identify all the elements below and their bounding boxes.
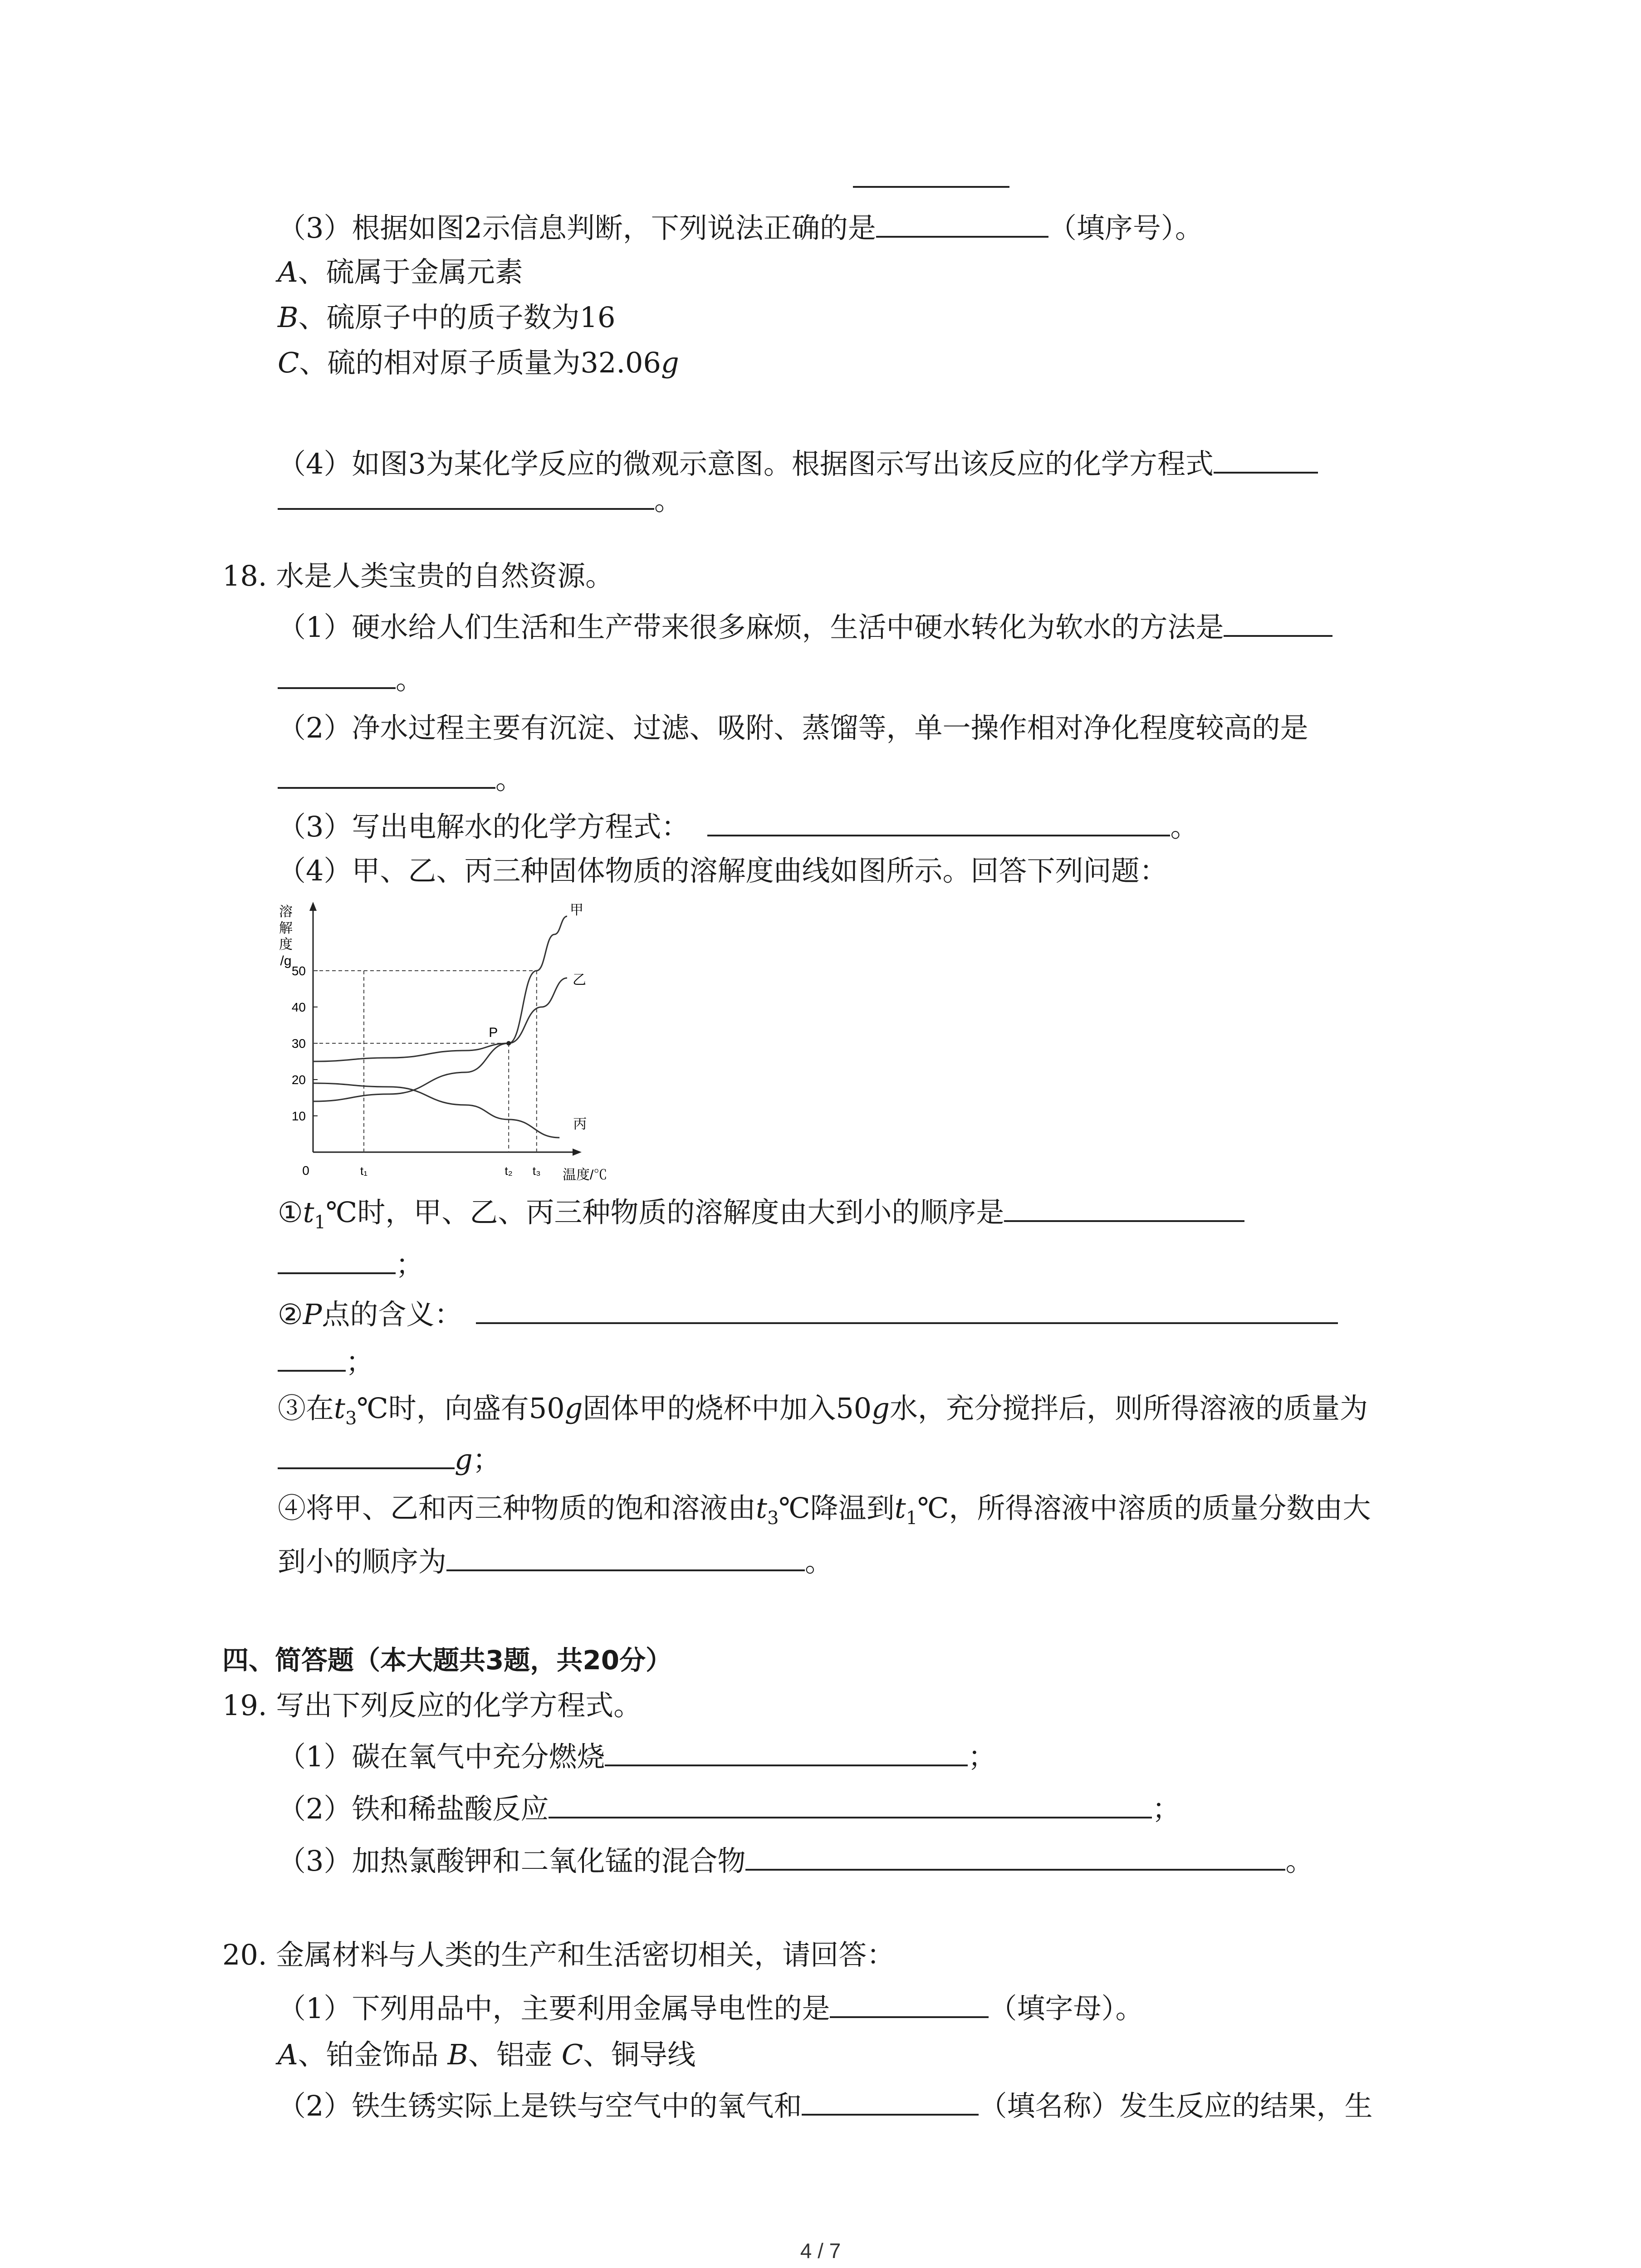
- point-p-label: P: [489, 1025, 498, 1040]
- answer-blank[interactable]: [278, 1440, 455, 1469]
- q18-stem: 18. 水是人类宝贵的自然资源。: [222, 559, 614, 592]
- x-axis-arrow: [573, 1149, 582, 1156]
- q20-options: A、铂金饰品 B、铝壶 C、铜导线: [278, 2038, 696, 2071]
- answer-blank[interactable]: [853, 186, 1009, 188]
- q18-sub3-cont: g；: [278, 1440, 501, 1478]
- series-curve-1: [313, 978, 567, 1061]
- origin-label: 0: [302, 1163, 309, 1178]
- option-a: A、硫属于金属元素: [278, 255, 523, 288]
- y-tick-label: 40: [291, 1000, 306, 1014]
- answer-blank[interactable]: [278, 660, 396, 689]
- answer-blank[interactable]: [1004, 1193, 1244, 1222]
- q18-sub1: $①t_1℃$时，甲、乙、丙三种物质的溶解度由大到小的顺序是: [278, 1193, 1244, 1241]
- x-tick-label: t₁: [360, 1164, 367, 1178]
- answer-blank[interactable]: [549, 1789, 1152, 1818]
- answer-blank[interactable]: [278, 760, 495, 789]
- q18-sub1-cont: ；: [278, 1245, 424, 1283]
- series-label: 甲: [570, 903, 583, 918]
- series-label: 丙: [573, 1117, 587, 1132]
- answer-blank[interactable]: [605, 1737, 968, 1766]
- q18-sub3: ③在$t_3℃$时，向盛有50g固体甲的烧杯中加入50g水，充分搅拌后，则所得溶液的质量为: [278, 1392, 1368, 1429]
- series-curve-2: [313, 1083, 559, 1138]
- q18-part1-cont: 。: [278, 660, 424, 698]
- answer-blank[interactable]: [278, 1343, 346, 1372]
- y-tick-label: 10: [291, 1109, 306, 1123]
- series-curve-0: [313, 916, 567, 1101]
- y-tick-label: 30: [291, 1036, 306, 1051]
- answer-blank[interactable]: [476, 1295, 1338, 1324]
- q18-part2-cont: 。: [278, 760, 524, 797]
- y-tick-label: 20: [291, 1073, 306, 1087]
- q18-sub2-cont: ；: [278, 1343, 374, 1380]
- q18-part4: （4）甲、乙、丙三种固体物质的溶解度曲线如图所示。回答下列问题：: [278, 854, 1168, 887]
- y-axis-label-part: 溶: [279, 904, 293, 919]
- q19-part2: （2）铁和稀盐酸反应 ；: [278, 1789, 1180, 1827]
- q18-sub2: ②P点的含义：: [278, 1295, 1338, 1333]
- y-axis-label-part: /g: [280, 953, 292, 968]
- y-axis-label-part: 解: [279, 921, 293, 936]
- answer-blank[interactable]: [446, 1542, 805, 1571]
- q18-part3: （3）写出电解水的化学方程式： 。: [278, 807, 1198, 845]
- answer-blank[interactable]: [1214, 445, 1318, 474]
- q18-sub4-cont: 到小的顺序为 。: [278, 1542, 833, 1580]
- point-p: [506, 1041, 511, 1046]
- option-c: C、硫的相对原子质量为32.06g: [278, 346, 679, 379]
- q19-stem: 19. 写出下列反应的化学方程式。: [222, 1689, 642, 1722]
- q17-part4-cont: 。: [278, 481, 682, 518]
- q17-part3: （3）根据如图2示信息判断，下列说法正确的是 （填序号）。: [278, 209, 1203, 246]
- answer-blank[interactable]: [802, 2087, 979, 2116]
- option-b: B、硫原子中的质子数为16: [278, 301, 616, 334]
- answer-blank[interactable]: [707, 807, 1170, 836]
- page-number: 4 / 7: [800, 2239, 841, 2263]
- q20-part1: （1）下列用品中，主要利用金属导电性的是 （填字母）。: [278, 1989, 1143, 2027]
- answer-blank[interactable]: [876, 209, 1048, 238]
- section-heading: 四、简答题（本大题共3题，共20分）: [222, 1645, 672, 1676]
- answer-blank[interactable]: [745, 1842, 1285, 1871]
- answer-blank[interactable]: [1224, 608, 1332, 637]
- y-axis-label-part: 度: [279, 937, 293, 952]
- q19-part3: （3）加热氯酸钾和二氧化锰的混合物 。: [278, 1842, 1313, 1879]
- q20-stem: 20. 金属材料与人类的生产和生活密切相关，请回答：: [222, 1938, 895, 1971]
- q18-part1: （1）硬水给人们生活和生产带来很多麻烦，生活中硬水转化为软水的方法是: [278, 608, 1332, 645]
- q18-part2: （2）净水过程主要有沉淀、过滤、吸附、蒸馏等，单一操作相对净化程度较高的是: [278, 711, 1308, 744]
- q19-part1: （1）碳在氧气中充分燃烧 ；: [278, 1737, 996, 1775]
- y-tick-label: 50: [291, 964, 306, 978]
- series-label: 乙: [573, 973, 586, 987]
- x-tick-label: t₃: [532, 1164, 541, 1178]
- x-tick-label: t₂: [505, 1164, 513, 1178]
- answer-blank[interactable]: [278, 481, 654, 510]
- q20-part2: （2）铁生锈实际上是铁与空气中的氧气和 （填名称）发生反应的结果，生: [278, 2087, 1372, 2124]
- x-axis-label: 温度/℃: [563, 1168, 607, 1183]
- solubility-chart: [268, 889, 612, 1198]
- answer-blank[interactable]: [830, 1989, 989, 2018]
- q18-sub4: ④将甲、乙和丙三种物质的饱和溶液由$t_3℃$降温到$t_1℃$，所得溶液中溶质的质量分数由大: [278, 1491, 1371, 1529]
- q17-part4: （4）如图3为某化学反应的微观示意图。根据图示写出该反应的化学方程式: [278, 445, 1318, 482]
- answer-blank[interactable]: [278, 1245, 396, 1274]
- y-axis-arrow: [309, 902, 317, 911]
